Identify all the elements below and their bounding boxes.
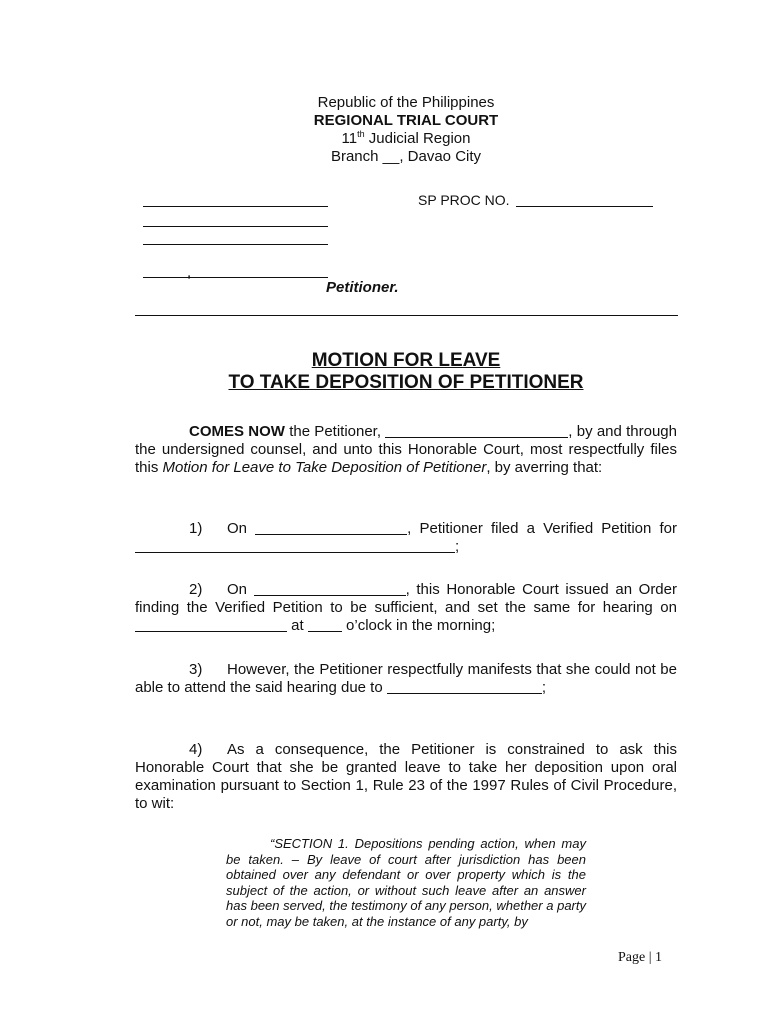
paragraph-number: 4): [189, 741, 203, 758]
paragraph-text: o’clock in the morning;: [341, 617, 496, 634]
paragraph-number: 1): [189, 520, 203, 537]
intro-text: the Petitioner,: [284, 423, 386, 440]
sp-proc-blank: [516, 206, 653, 207]
petitioner-name-line: [143, 206, 328, 207]
header-republic: Republic of the Philippines: [317, 94, 495, 111]
petitioner-name-line: [143, 244, 328, 245]
header-branch: Branch __, Davao City: [330, 148, 482, 165]
paragraph-text: On: [227, 520, 256, 537]
petitioner-name-blank: [385, 424, 568, 438]
hearing-date-blank: [135, 618, 287, 632]
petition-subject-blank: [135, 539, 455, 553]
petitioner-name-line: [143, 226, 328, 227]
header-region: [0, 130, 768, 148]
paragraph-text: ;: [541, 679, 547, 696]
paragraph-text: However, the Petitioner respectfully manifests that she could not be able to attend the said hearing due to: [135, 661, 677, 696]
paragraph-3: [135, 661, 677, 697]
title-line-1: MOTION FOR LEAVE: [311, 350, 501, 371]
sp-proc-label: SP PROC NO.: [418, 192, 510, 208]
page-number: Page | 1: [618, 950, 663, 965]
title-line-2: TO TAKE DEPOSITION OF PETITIONER: [228, 372, 584, 393]
intro-text: , by and through the undersigned counsel, and unto this Honorable Court, most respectfully files this: [135, 423, 677, 476]
intro-text: , by averring that:: [486, 459, 603, 476]
reason-blank: [387, 680, 542, 694]
sp-proc-number: [418, 192, 653, 208]
paragraph-text: On: [227, 581, 254, 598]
comes-now-text: COMES NOW: [189, 423, 285, 440]
caption-comma: ,: [187, 264, 192, 281]
region-number: 11: [341, 130, 358, 147]
region-text: Judicial Region: [364, 130, 471, 147]
paragraph-2: [135, 581, 677, 635]
petitioner-name-line: [143, 277, 328, 278]
paragraph-text: , this Honorable Court issued an Order finding the Verified Petition to be sufficient, and set the same for hearing on: [135, 581, 677, 616]
header-court-name: REGIONAL TRIAL COURT: [313, 112, 499, 129]
paragraph-number: 3): [189, 661, 203, 678]
paragraph-4: [135, 741, 677, 813]
date-blank: [255, 521, 407, 535]
motion-title: [0, 350, 768, 394]
intro-paragraph: [135, 423, 677, 477]
paragraph-text: , Petitioner filed a Verified Petition for: [407, 520, 677, 537]
quote-text: “SECTION 1. Depositions pending action, when may be taken. – By leave of court after jurisdiction has been obtained over any defendant or over property which is the subject of the action, or without such leave after an answer has been served, the testimony of any person, whether a party or not, may be taken, at the instance of any party, by: [226, 836, 586, 929]
petitioner-label: Petitioner.: [326, 279, 399, 296]
hearing-time-blank: [308, 618, 342, 632]
paragraph-1: [135, 520, 677, 556]
caption-divider: [135, 315, 678, 316]
paragraph-number: 2): [189, 581, 203, 598]
paragraph-text: at: [287, 617, 308, 634]
quoted-rule-section: [226, 836, 586, 929]
paragraph-text: As a consequence, the Petitioner is constrained to ask this Honorable Court that she be granted leave to take her deposition upon oral examination pursuant to Section 1, Rule 23 of the 1997 Rules of Civil Procedure, to wit:: [135, 741, 677, 812]
region-suffix: th: [357, 129, 365, 139]
paragraph-text: ;: [455, 538, 460, 555]
motion-title-italic: Motion for Leave to Take Deposition of Petitioner: [162, 459, 487, 476]
court-header: [0, 94, 768, 166]
date-blank: [254, 582, 406, 596]
